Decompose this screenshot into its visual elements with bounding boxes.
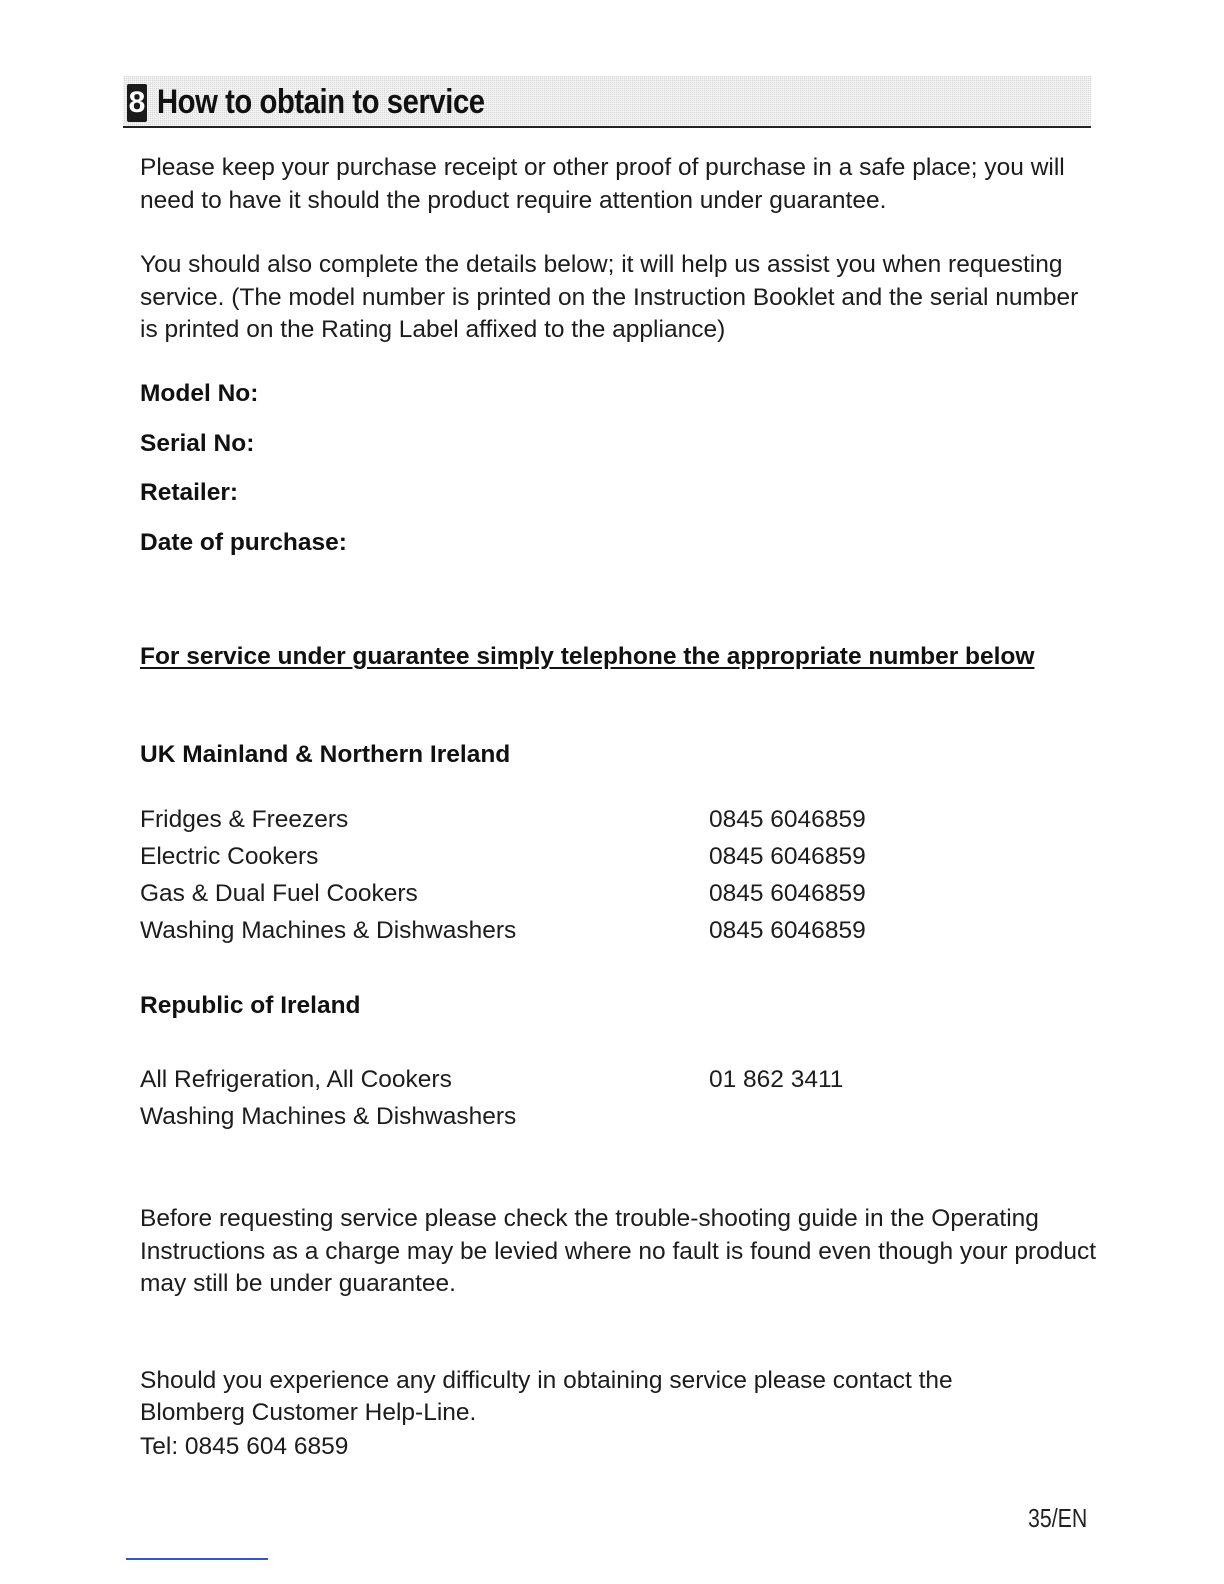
uk-service-phone-number: 0845 6046859 [709,843,866,870]
helpline-telephone: Tel: 0845 604 6859 [140,1433,349,1460]
ireland-service-phone-number: 01 862 3411 [709,1066,844,1093]
ireland-region-heading: Republic of Ireland [140,992,361,1019]
helpline-note-line-1: Should you experience any difficulty in obtaining service please contact the [140,1367,953,1394]
uk-service-phone-number: 0845 6046859 [709,880,866,907]
uk-service-category: Gas & Dual Fuel Cookers [140,880,418,907]
uk-service-phone-number: 0845 6046859 [709,917,866,944]
helpline-note-line-2: Blomberg Customer Help-Line. [140,1399,477,1426]
model-number-label: Model No: [140,380,259,407]
uk-service-row [140,913,1040,949]
serial-number-label: Serial No: [140,430,255,457]
uk-region-heading: UK Mainland & Northern Ireland [140,741,511,768]
page-number: 35/EN [1027,1503,1087,1533]
uk-service-category: Fridges & Freezers [140,806,349,833]
uk-service-row [140,839,1040,875]
section-header [123,76,1091,128]
section-number-badge: 8 [127,84,147,122]
ireland-service-category: All Refrigeration, All Cookers [140,1066,452,1093]
trouble-shooting-note: Before requesting service please check the trouble-shooting guide in the Operating Instructions as a charge may be levied where no fault is found even though your product may still be under guarantee. [140,1205,1097,1297]
uk-service-category: Washing Machines & Dishwashers [140,917,517,944]
ireland-service-category: Washing Machines & Dishwashers [140,1103,517,1130]
uk-service-category: Electric Cookers [140,843,319,870]
uk-service-phone-number: 0845 6046859 [709,806,866,833]
page-title: How to obtain to service [157,83,485,121]
ireland-service-row [140,1099,1040,1135]
uk-service-row [140,876,1040,912]
footer-rule [126,1558,268,1560]
intro-paragraph-receipt: Please keep your purchase receipt or other proof of purchase in a safe place; you will need to have it should the product require attention under guarantee. [140,154,1065,214]
intro-paragraph-details: You should also complete the details below; it will help us assist you when requesting service. (The model number is printed on the Instruction Booklet and the serial number is printed on the Rating Label affixed to the appliance) [140,251,1079,343]
ireland-service-row [140,1062,1040,1098]
date-of-purchase-label: Date of purchase: [140,529,347,556]
retailer-label: Retailer: [140,479,239,506]
uk-service-row [140,802,1040,838]
service-guarantee-heading: For service under guarantee simply telephone the appropriate number below [140,643,1035,670]
